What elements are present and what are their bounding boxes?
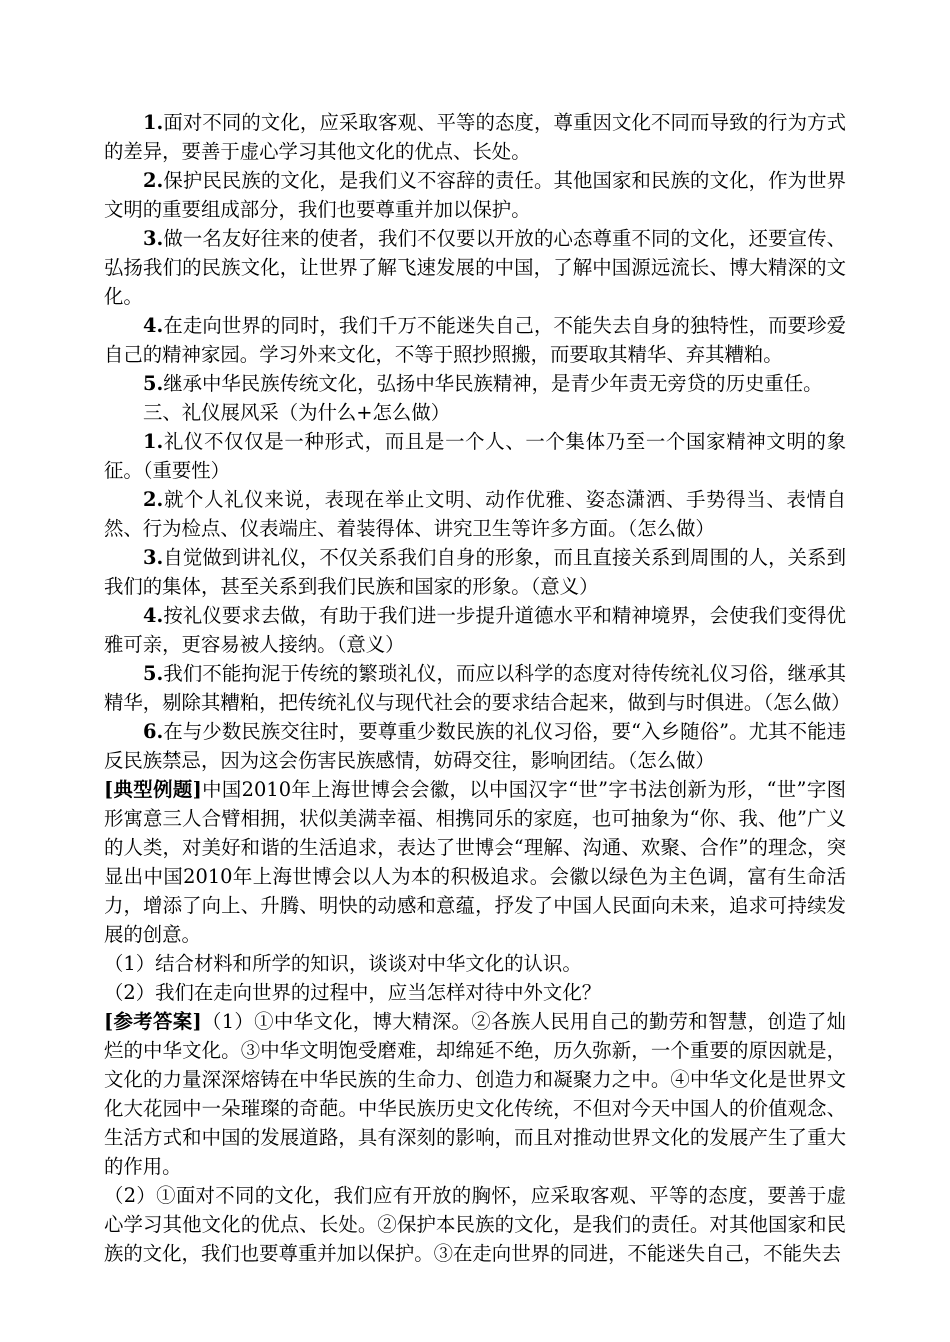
point-text: 做一名友好往来的使者，我们不仅要以开放的心态尊重不同的文化，还要宣传、弘扬我们的民族文化，让世界了解飞速发展的中国，了解中国源远流长、博大精深的文化。 [104, 227, 846, 308]
example-label: [典型例题] [104, 778, 202, 801]
culture-point-3 [104, 224, 846, 311]
answer-text: （1）①中华文化，博大精深。②各族人民用自己的勤劳和智慧，创造了灿烂的中华文化。③中华文明饱受磨难，却绵延不绝，历久弥新，一个重要的原因就是，文化的力量深深熔铸在中华民族的生命力、创造力和凝聚力之中。④中华文化是世界文化大花园中一朵璀璨的奇葩。中华民族历史文化传统，不但对今天中国人的价值观念、生活方式和中国的发展道路，具有深刻的影响，而且对推动世界文化的发展产生了重大的作用。 [104, 1010, 846, 1178]
section-heading: 三、礼仪展风采（为什么+怎么做） [143, 401, 451, 424]
etiquette-point-3 [104, 543, 846, 601]
culture-point-4 [104, 311, 846, 369]
document-page [104, 108, 851, 1268]
etiquette-point-6 [104, 717, 846, 775]
example-text: 中国2010年上海世博会会徽，以中国汉字“世”字书法创新为形，“世”字图形寓意三人合臂相拥，状似美满幸福、相携同乐的家庭，也可抽象为“你、我、他”广义的人类，对美好和谐的生活追求，表达了世博会“理解、沟通、欢聚、合作”的理念，突显出中国2010年上海世博会以人为本的积极追求。会徽以绿色为主色调，富有生命活力，增添了向上、升腾、明快的动感和意蕴，抒发了中国人民面向未来，追求可持续发展的创意。 [104, 778, 846, 946]
point-number: 2. [143, 169, 164, 192]
point-text: 保护民民族的文化，是我们义不容辞的责任。其他国家和民族的文化，作为世界文明的重要组成部分，我们也要尊重并加以保护。 [104, 169, 846, 221]
etiquette-point-2 [104, 485, 846, 543]
point-number: 3. [143, 227, 164, 250]
answer-part-2: （2）①面对不同的文化，我们应有开放的胸怀，应采取客观、平等的态度，要善于虚心学习其他文化的优点、长处。②保护本民族的文化，是我们的责任。对其他国家和民族的文化，我们也要尊重并加以保护。③在走向世界的同进，不能迷失自己，不能失去 [104, 1184, 846, 1265]
culture-point-5 [104, 369, 846, 398]
point-number: 5. [143, 372, 164, 395]
culture-point-1 [104, 108, 846, 166]
culture-point-2 [104, 166, 846, 224]
question-2: （2）我们在走向世界的过程中，应当怎样对待中外文化？ [104, 981, 602, 1004]
point-number: 4. [143, 314, 164, 337]
point-number: 1. [143, 111, 164, 134]
point-text: 在走向世界的同时，我们千万不能迷失自己，不能失去自身的独特性，而要珍爱自己的精神家园。学习外来文化，不等于照抄照搬，而要取其精华、弃其糟粕。 [104, 314, 846, 366]
point-number: 4. [143, 604, 164, 627]
point-text: 继承中华民族传统文化，弘扬中华民族精神，是青少年责无旁贷的历史重任。 [163, 372, 823, 395]
point-number: 6. [143, 720, 164, 743]
etiquette-point-5 [104, 659, 851, 717]
point-text: 我们不能拘泥于传统的繁琐礼仪，而应以科学的态度对待传统礼仪习俗，继承其精华，剔除其糟粕，把传统礼仪与现代社会的要求结合起来，做到与时俱进。（怎么做） [104, 662, 851, 714]
point-text: 就个人礼仪来说，表现在举止文明、动作优雅、姿态潇洒、手势得当、表情自然、行为检点、仪表端庄、着装得体、讲究卫生等许多方面。（怎么做） [104, 488, 846, 540]
point-number: 1. [143, 430, 164, 453]
etiquette-point-1 [104, 427, 846, 485]
point-text: 自觉做到讲礼仪，不仅关系我们自身的形象，而且直接关系到周围的人，关系到我们的集体，甚至关系到我们民族和国家的形象。（意义） [104, 546, 846, 598]
point-number: 3. [143, 546, 164, 569]
point-text: 礼仪不仅仅是一种形式，而且是一个人、一个集体乃至一个国家精神文明的象征。（重要性） [104, 430, 846, 482]
answer-label: [参考答案] [104, 1010, 202, 1033]
point-text: 在与少数民族交往时，要尊重少数民族的礼仪习俗，要“入乡随俗”。尤其不能违反民族禁忌，因为这会伤害民族感情，妨碍交往，影响团结。（怎么做） [104, 720, 846, 772]
point-number: 2. [143, 488, 164, 511]
etiquette-point-4 [104, 601, 846, 659]
example-question [104, 775, 846, 949]
question-1: （1）结合材料和所学的知识，谈谈对中华文化的认识。 [104, 952, 582, 975]
point-text: 面对不同的文化，应采取客观、平等的态度，尊重因文化不同而导致的行为方式的差异，要善于虚心学习其他文化的优点、长处。 [104, 111, 846, 163]
point-text: 按礼仪要求去做，有助于我们进一步提升道德水平和精神境界，会使我们变得优雅可亲，更容易被人接纳。（意义） [104, 604, 846, 656]
answer-part-1 [104, 1007, 846, 1181]
point-number: 5. [143, 662, 164, 685]
